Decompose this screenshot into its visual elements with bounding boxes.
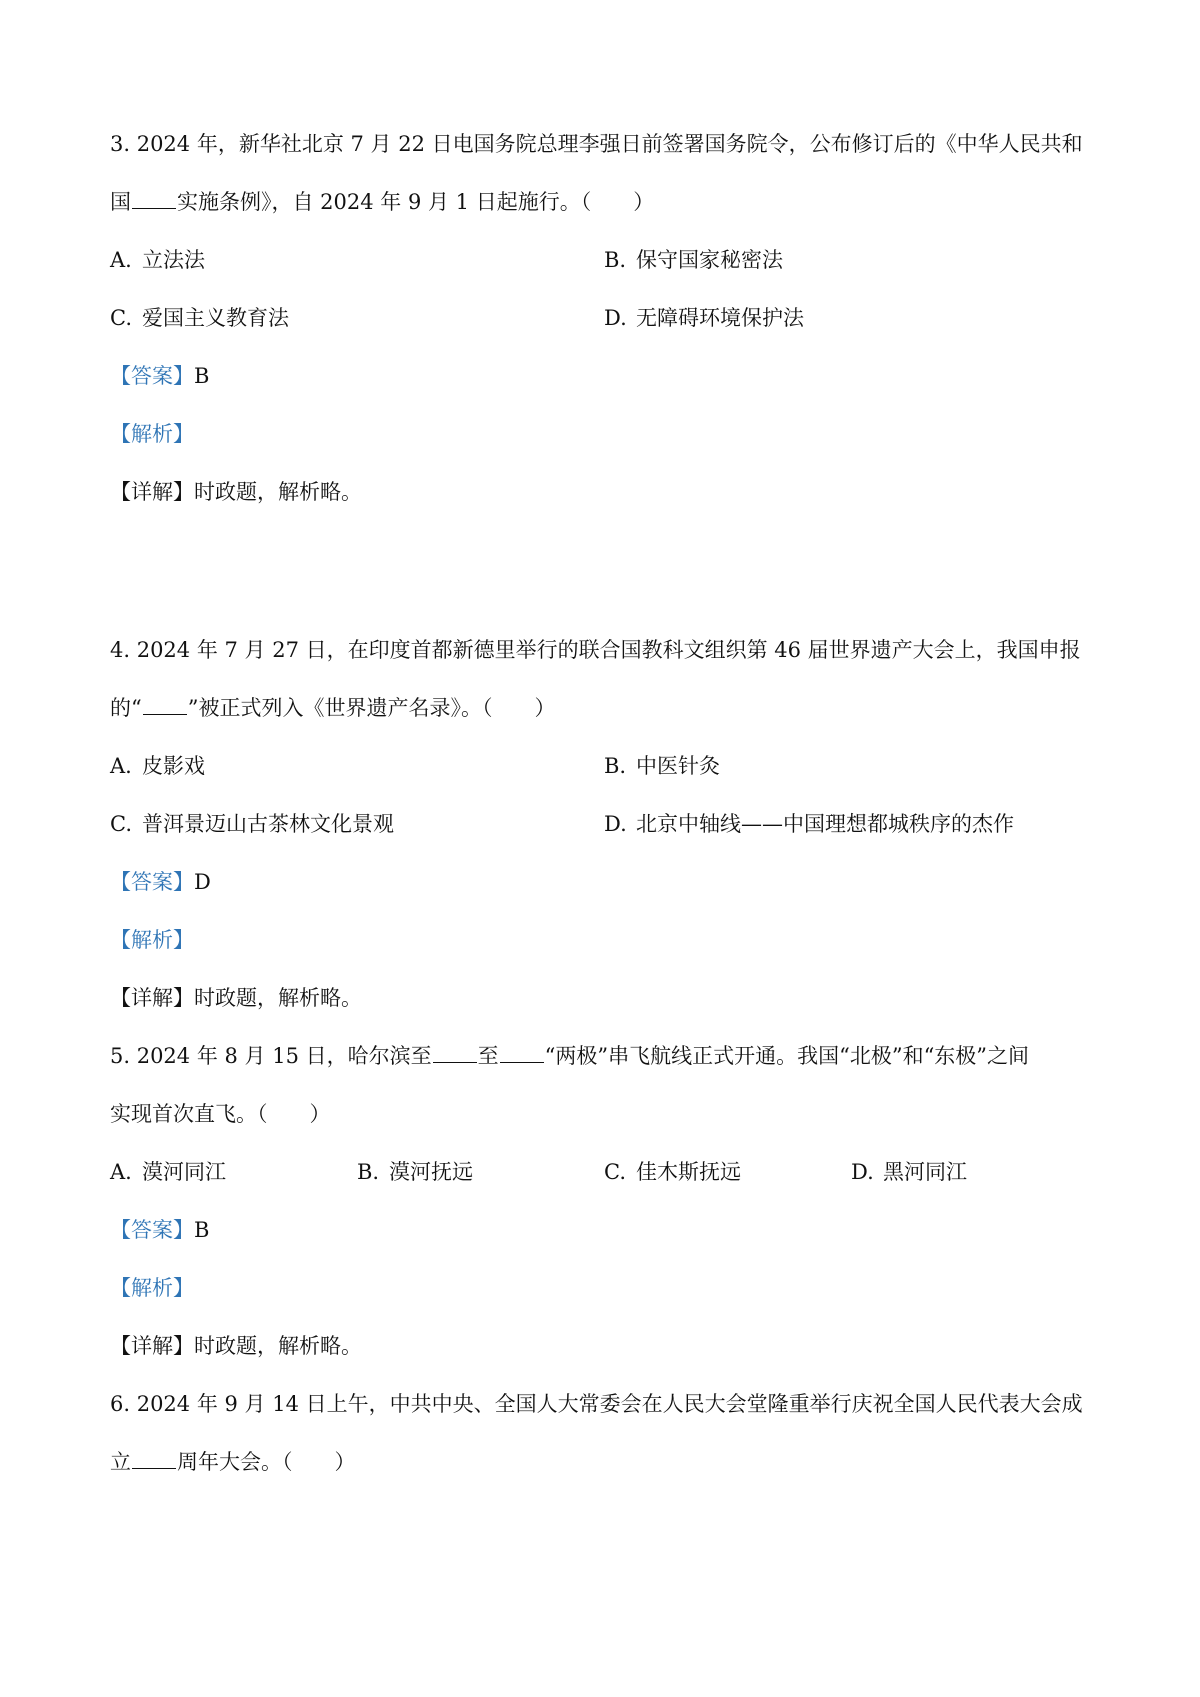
option-text: 保守国家秘密法 <box>636 248 783 272</box>
option-letter: B. <box>604 248 627 272</box>
q3-detail: 【详解】时政题，解析略。 <box>110 480 362 504</box>
q6-stem-line2-pre: 立 <box>110 1450 131 1474</box>
q5-option-c <box>604 1158 741 1186</box>
q5-option-d <box>851 1158 967 1186</box>
q5-option-b <box>357 1158 473 1186</box>
q4-stem-line2-post: ”被正式列入《世界遗产名录》。（ ） <box>187 696 556 720</box>
option-letter: A. <box>110 248 132 272</box>
q5-detail: 【详解】时政题，解析略。 <box>110 1334 362 1358</box>
q4-option-b <box>604 752 720 780</box>
q6-stem-line1: 6. 2024 年 9 月 14 日上午，中共中央、全国人大常委会在人民大会堂隆重举行庆祝全国人民代表大会成 <box>110 1392 1083 1416</box>
option-letter: B. <box>604 754 627 778</box>
option-letter: D. <box>604 306 627 330</box>
q3-stem-line1: 3. 2024 年，新华社北京 7 月 22 日电国务院总理李强日前签署国务院令，公布修订后的《中华人民共和 <box>110 132 1083 156</box>
q5-stem-line1-post: “两极”串飞航线正式开通。我国“北极”和“东极”之间 <box>544 1044 1030 1068</box>
answer-label: 【答案】 <box>110 364 194 388</box>
q6-fill-blank <box>132 1450 176 1469</box>
option-letter: A. <box>110 754 132 778</box>
q5-stem-line1-pre: 5. 2024 年 8 月 15 日，哈尔滨至 <box>110 1044 432 1068</box>
q4-stem-line2-pre: 的“ <box>110 696 142 720</box>
option-letter: B. <box>357 1160 380 1184</box>
answer-value: D <box>194 870 211 894</box>
q3-stem-line2-pre: 国 <box>110 190 131 214</box>
q4-option-a <box>110 752 205 780</box>
q5-stem-line1-mid: 至 <box>477 1044 499 1068</box>
option-letter: C. <box>110 306 132 330</box>
q4-analysis-label: 【解析】 <box>110 928 194 952</box>
option-text: 皮影戏 <box>142 754 205 778</box>
q3-stem-line2 <box>110 188 654 216</box>
q5-answer <box>110 1216 209 1244</box>
q4-fill-blank <box>143 696 187 715</box>
answer-value: B <box>194 1218 210 1242</box>
answer-value: B <box>194 364 210 388</box>
q3-option-d <box>604 304 804 332</box>
q3-option-b <box>604 246 783 274</box>
q5-stem-line2: 实现首次直飞。（ ） <box>110 1102 331 1126</box>
q4-detail: 【详解】时政题，解析略。 <box>110 986 362 1010</box>
option-letter: C. <box>110 812 132 836</box>
q5-fill-blank-1 <box>433 1044 477 1063</box>
q5-analysis-label: 【解析】 <box>110 1276 194 1300</box>
answer-label: 【答案】 <box>110 1218 194 1242</box>
q5-stem-line1 <box>110 1042 1029 1070</box>
q3-option-a <box>110 246 205 274</box>
q3-analysis-label: 【解析】 <box>110 422 194 446</box>
q3-answer <box>110 362 209 390</box>
q4-stem-line2 <box>110 694 555 722</box>
q5-fill-blank-2 <box>500 1044 544 1063</box>
option-text: 漠河同江 <box>142 1160 226 1184</box>
option-text: 无障碍环境保护法 <box>636 306 804 330</box>
q3-stem-line2-post: 实施条例》，自 2024 年 9 月 1 日起施行。（ ） <box>177 190 655 214</box>
answer-label: 【答案】 <box>110 870 194 894</box>
q4-option-c <box>110 810 394 838</box>
option-text: 北京中轴线——中国理想都城秩序的杰作 <box>636 812 1014 836</box>
q6-stem-line2-post: 周年大会。（ ） <box>177 1450 356 1474</box>
option-letter: D. <box>851 1160 874 1184</box>
option-text: 佳木斯抚远 <box>636 1160 741 1184</box>
option-letter: C. <box>604 1160 626 1184</box>
option-text: 黑河同江 <box>883 1160 967 1184</box>
q3-option-c <box>110 304 289 332</box>
option-letter: D. <box>604 812 627 836</box>
q5-option-a <box>110 1158 226 1186</box>
option-text: 立法法 <box>142 248 205 272</box>
option-text: 中医针灸 <box>636 754 720 778</box>
q4-option-d <box>604 810 1014 838</box>
q6-stem-line2 <box>110 1448 356 1476</box>
q3-fill-blank <box>132 190 176 209</box>
option-text: 漠河抚远 <box>389 1160 473 1184</box>
option-text: 爱国主义教育法 <box>142 306 289 330</box>
q4-stem-line1: 4. 2024 年 7 月 27 日，在印度首都新德里举行的联合国教科文组织第 46 届世界遗产大会上，我国申报 <box>110 638 1081 662</box>
option-text: 普洱景迈山古茶林文化景观 <box>142 812 394 836</box>
q4-answer <box>110 868 211 896</box>
option-letter: A. <box>110 1160 132 1184</box>
